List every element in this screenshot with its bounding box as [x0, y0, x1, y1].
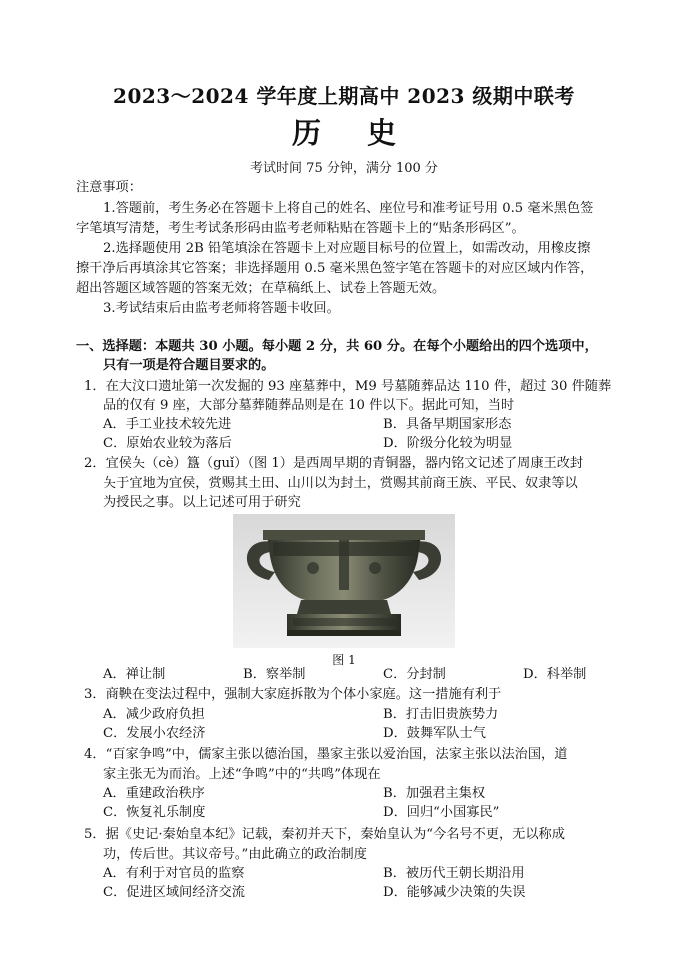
question-2-option-b: B．察举制	[243, 667, 306, 682]
exam-meta: 考试时间 75 分钟，满分 100 分	[250, 161, 438, 176]
bronze-gui-vessel-icon	[233, 514, 455, 648]
question-1-stem: 1．在大汶口遗址第一次发掘的 93 座墓葬中，M9 号墓随葬品达 110 件，超过 30 件随葬	[84, 379, 612, 394]
notes-heading: 注意事项：	[76, 180, 142, 195]
figure-caption: 图 1	[332, 653, 356, 667]
question-3-option-c: C．发展小农经济	[103, 726, 206, 741]
exam-title: 2023～2024 学年度上期高中 2023 级期中联考	[113, 84, 575, 108]
question-4-option-b: B．加强君主集权	[383, 786, 486, 801]
subject-title: 历 史	[291, 116, 415, 150]
notes-line: 擦干净后再填涂其它答案；非选择题用 0.5 毫米黑色签字笔在答题卡的对应区域内作答，	[76, 261, 594, 276]
question-5-option-d: D．能够减少决策的失误	[383, 885, 526, 900]
question-4-stem: 4．“百家争鸣”中，儒家主张以德治国，墨家主张以爱治国，法家主张以法治国，道	[84, 747, 568, 762]
question-3-option-a: A．减少政府负担	[103, 707, 205, 722]
question-5-option-b: B．被历代王朝长期沿用	[383, 866, 525, 881]
bronze-vessel-figure	[233, 514, 455, 648]
notes-line: 2.选择题使用 2B 铅笔填涂在答题卡上对应题目标号的位置上，如需改动，用橡皮擦	[103, 241, 591, 256]
question-1-stem: 品的仅有 9 座，大部分墓葬随葬品则是在 10 件以下。据此可知，当时	[103, 398, 515, 413]
question-2-option-a: A．禅让制	[103, 667, 166, 682]
question-1-option-d: D．阶级分化较为明显	[383, 436, 513, 451]
question-4-option-d: D．回归“小国寡民”	[383, 805, 500, 820]
question-4-option-a: A．重建政治秩序	[103, 786, 205, 801]
notes-line: 1.答题前，考生务必在答题卡上将自己的姓名、座位号和准考证号用 0.5 毫米黑色签	[103, 201, 594, 216]
section-heading-cont: 只有一项是符合题目要求的。	[103, 358, 275, 373]
question-5-stem: 5．据《史记·秦始皇本纪》记载，秦初并天下，秦始皇认为“今名号不更，无以称成	[84, 827, 565, 842]
question-4-option-c: C．恢复礼乐制度	[103, 805, 206, 820]
section-heading: 一、选择题：本题共 30 小题。每小题 2 分，共 60 分。在每个小题给出的四个选项中，	[76, 339, 598, 354]
question-5-option-a: A．有利于对官员的监察	[103, 866, 245, 881]
question-2-stem: 2．宜侯夨（cè）簋（guǐ）（图 1）是西周早期的青铜器，器内铭文记述了周康王改封	[84, 456, 584, 471]
question-2-stem: 为授民之事。以上记述可用于研究	[103, 495, 301, 510]
question-2-stem: 夨于宜地为宜侯，赏赐其土田、山川以为封土，赏赐其前商王族、平民、奴隶等以	[103, 476, 578, 491]
question-2-option-d: D．科举制	[523, 667, 587, 682]
question-1-option-a: A．手工业技术较先进	[103, 417, 232, 432]
notes-line: 字笔填写清楚，考生考试条形码由监考老师粘贴在答题卡上的“贴条形码区”。	[76, 221, 525, 236]
notes-line: 超出答题区域答题的答案无效；在草稿纸上、试卷上答题无效。	[76, 281, 446, 296]
question-3-stem: 3．商鞅在变法过程中，强制大家庭拆散为个体小家庭。这一措施有利于	[84, 687, 502, 702]
question-3-option-b: B．打击旧贵族势力	[383, 707, 499, 722]
question-1-option-b: B．具备早期国家形态	[383, 417, 512, 432]
question-1-option-c: C．原始农业较为落后	[103, 436, 232, 451]
question-5-option-c: C．促进区域间经济交流	[103, 885, 245, 900]
notes-line: 3.考试结束后由监考老师将答题卡收回。	[103, 301, 340, 316]
question-3-option-d: D．鼓舞军队士气	[383, 726, 486, 741]
question-2-option-c: C．分封制	[383, 667, 446, 682]
question-5-stem: 功，传后世。其议帝号。”由此确立的政治制度	[103, 847, 367, 862]
question-4-stem: 家主张无为而治。上述“争鸣”中的“共鸣”体现在	[103, 767, 381, 782]
